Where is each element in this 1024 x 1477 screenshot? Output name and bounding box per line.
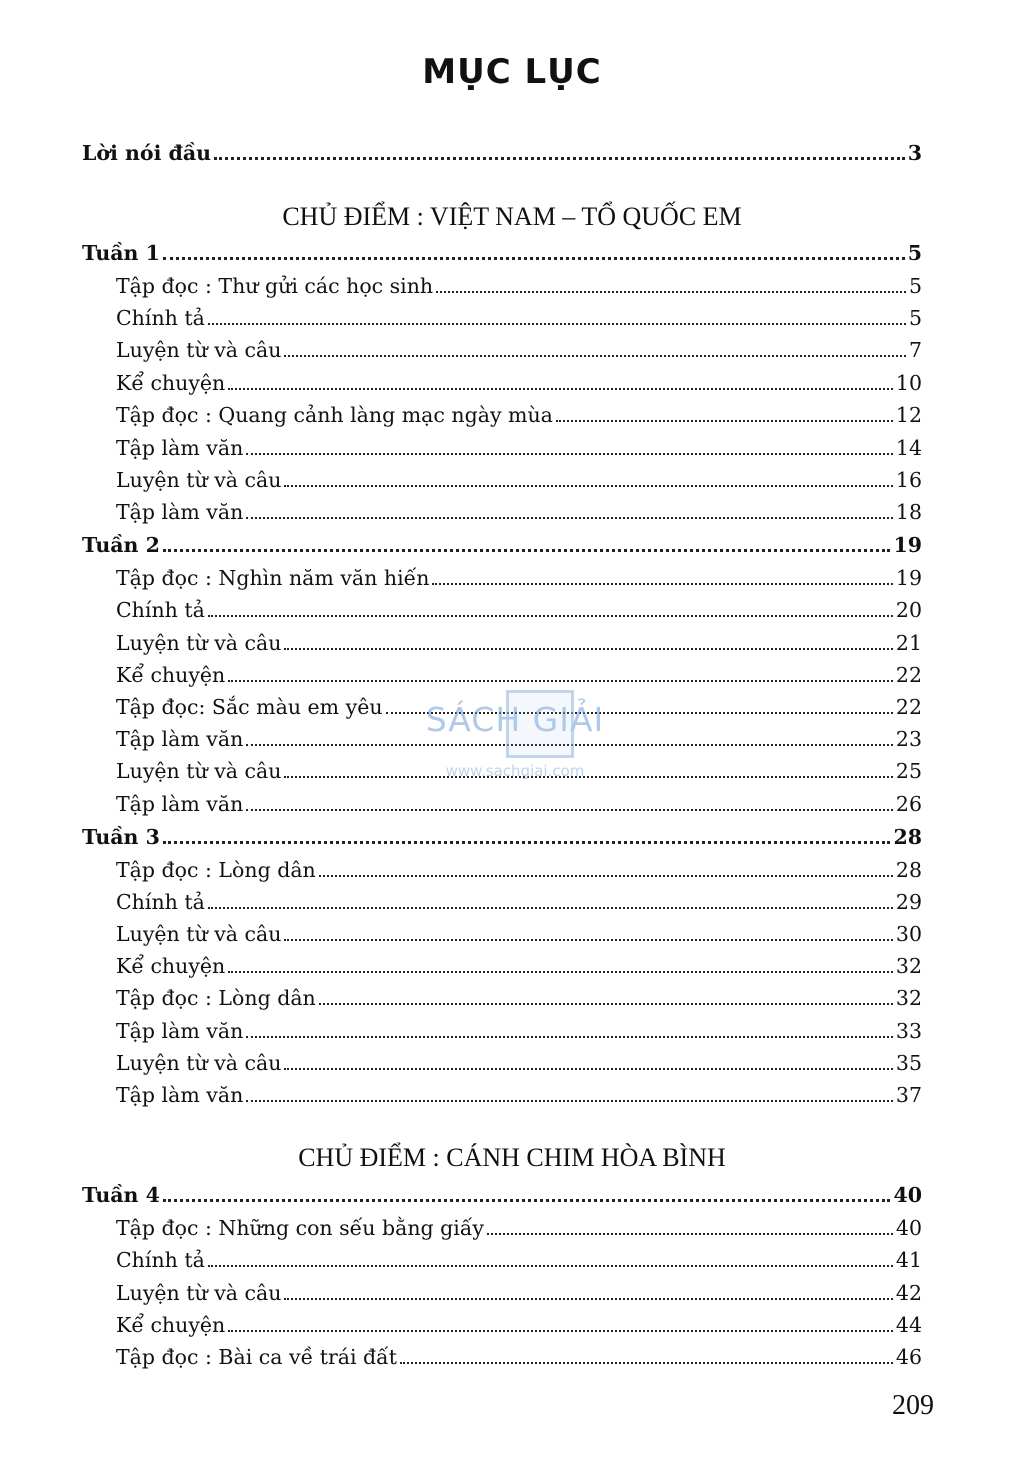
toc-page: 37 [895, 1083, 922, 1107]
toc-label: Luyện từ và câu [116, 468, 282, 492]
toc-page: 5 [907, 241, 922, 265]
dot-leader [319, 875, 893, 877]
toc-item[interactable] [116, 628, 922, 658]
page-number: 209 [892, 1390, 934, 1421]
toc-page: 3 [907, 141, 922, 165]
dot-leader [214, 157, 905, 160]
dot-leader [163, 549, 891, 552]
toc-page: 46 [895, 1345, 922, 1369]
toc-page: 25 [895, 759, 922, 783]
toc-page: 16 [895, 468, 922, 492]
toc-item[interactable] [116, 271, 922, 301]
watermark-logo [410, 690, 620, 790]
toc-page: 28 [895, 858, 922, 882]
toc-item[interactable] [116, 497, 922, 527]
toc-label: Tập đọc : Lòng dân [116, 858, 316, 882]
toc-page: 41 [895, 1248, 922, 1272]
toc-label: Tập làm văn [116, 436, 244, 460]
page-title: MỤC LỤC [422, 52, 602, 92]
dot-leader [284, 648, 892, 650]
dot-leader [246, 453, 893, 455]
dot-leader [163, 1199, 891, 1202]
toc-item[interactable] [116, 595, 922, 625]
dot-leader [228, 1330, 893, 1332]
toc-page: 18 [895, 500, 922, 524]
toc-item[interactable] [116, 1310, 922, 1340]
toc-label: Luyện từ và câu [116, 759, 282, 783]
watermark-url: www.sachgiai.com [445, 762, 585, 780]
toc-page: 32 [895, 954, 922, 978]
toc-page: 19 [893, 533, 922, 557]
toc-item[interactable] [116, 335, 922, 365]
toc-label: Luyện từ và câu [116, 631, 282, 655]
dot-leader [163, 841, 891, 844]
toc-page: 42 [895, 1281, 922, 1305]
dot-leader [208, 1265, 893, 1267]
dot-leader [246, 809, 893, 811]
toc-label: Kể chuyện [116, 663, 226, 687]
dot-leader [208, 907, 893, 909]
toc-label: Tập đọc : Lòng dân [116, 986, 316, 1010]
toc-label: Tập làm văn [116, 500, 244, 524]
dot-leader [284, 485, 892, 487]
toc-item[interactable] [116, 368, 922, 398]
toc-page: 32 [895, 986, 922, 1010]
toc-page: 22 [895, 663, 922, 687]
toc-page: 20 [895, 598, 922, 622]
toc-label: Lời nói đầu [82, 141, 212, 165]
dot-leader [163, 257, 905, 260]
toc-item[interactable] [116, 563, 922, 593]
toc-page: 29 [895, 890, 922, 914]
dot-leader [319, 1003, 893, 1005]
toc-label: Tuần 4 [82, 1183, 160, 1207]
toc-item[interactable] [116, 1278, 922, 1308]
dot-leader [284, 1298, 892, 1300]
dot-leader [436, 291, 906, 293]
toc-page: 44 [895, 1313, 922, 1337]
toc-label: Tập đọc : Bài ca về trái đất [116, 1345, 397, 1369]
dot-leader [432, 583, 892, 585]
toc-item[interactable] [116, 951, 922, 981]
toc-page: 22 [895, 695, 922, 719]
dot-leader [246, 517, 893, 519]
dot-leader [246, 1100, 893, 1102]
toc-item[interactable] [116, 400, 922, 430]
toc-label: Tập làm văn [116, 1083, 244, 1107]
toc-page: 30 [895, 922, 922, 946]
toc-item[interactable] [116, 1245, 922, 1275]
section-heading: CHỦ ĐIỂM : CÁNH CHIM HÒA BÌNH [298, 1143, 726, 1172]
toc-page: 5 [908, 274, 922, 298]
toc-preface[interactable] [82, 138, 922, 168]
dot-leader [228, 388, 893, 390]
toc-item[interactable] [116, 855, 922, 885]
toc-page: 14 [895, 436, 922, 460]
toc-item[interactable] [116, 465, 922, 495]
dot-leader [228, 971, 893, 973]
toc-label: Chính tả [116, 890, 205, 914]
toc-page: 23 [895, 727, 922, 751]
toc-item[interactable] [116, 303, 922, 333]
toc-label: Tuần 3 [82, 825, 160, 849]
toc-label: Kể chuyện [116, 1313, 226, 1337]
toc-item[interactable] [116, 887, 922, 917]
dot-leader [208, 615, 893, 617]
toc-label: Luyện từ và câu [116, 1051, 282, 1075]
toc-item[interactable] [116, 1342, 922, 1372]
toc-label: Tuần 1 [82, 241, 160, 265]
toc-item[interactable] [116, 660, 922, 690]
dot-leader [284, 1068, 892, 1070]
toc-label: Tập đọc: Sắc màu em yêu [116, 695, 383, 719]
dot-leader [284, 355, 906, 357]
section-heading: CHỦ ĐIỂM : VIỆT NAM – TỔ QUỐC EM [282, 202, 742, 231]
toc-label: Tập đọc : Thư gửi các học sinh [116, 274, 434, 298]
dot-leader [284, 939, 892, 941]
dot-leader [400, 1362, 893, 1364]
toc-label: Tuần 2 [82, 533, 160, 557]
toc-week[interactable] [82, 822, 922, 852]
toc-label: Tập làm văn [116, 1019, 244, 1043]
toc-page: 40 [895, 1216, 922, 1240]
toc-item[interactable] [116, 1016, 922, 1046]
toc-week[interactable] [82, 1180, 922, 1210]
toc-label: Chính tả [116, 306, 205, 330]
toc-item[interactable] [116, 983, 922, 1013]
toc-item[interactable] [116, 919, 922, 949]
toc-page: 33 [895, 1019, 922, 1043]
toc-item[interactable] [116, 1048, 922, 1078]
toc-page: 28 [893, 825, 922, 849]
watermark-brand: SÁCH GIẢI [425, 700, 605, 739]
toc-week[interactable] [82, 238, 922, 268]
toc-label: Luyện từ và câu [116, 1281, 282, 1305]
dot-leader [556, 420, 893, 422]
dot-leader [208, 323, 906, 325]
dot-leader [246, 1036, 893, 1038]
toc-item[interactable] [116, 433, 922, 463]
toc-label: Luyện từ và câu [116, 922, 282, 946]
toc-item[interactable] [116, 1213, 922, 1243]
toc-label: Tập làm văn [116, 792, 244, 816]
dot-leader [228, 680, 893, 682]
toc-label: Tập đọc : Quang cảnh làng mạc ngày mùa [116, 403, 553, 427]
toc-page: 40 [893, 1183, 922, 1207]
toc-page: 12 [895, 403, 922, 427]
toc-label: Kể chuyện [116, 954, 226, 978]
toc-label: Tập đọc : Những con sếu bằng giấy [116, 1216, 485, 1240]
toc-label: Chính tả [116, 598, 205, 622]
toc-label: Tập đọc : Nghìn năm văn hiến [116, 566, 430, 590]
toc-page: 5 [908, 306, 922, 330]
dot-leader [487, 1233, 893, 1235]
toc-item[interactable] [116, 1080, 922, 1110]
toc-page: 19 [895, 566, 922, 590]
toc-page: 21 [895, 631, 922, 655]
toc-label: Chính tả [116, 1248, 205, 1272]
toc-label: Kể chuyện [116, 371, 226, 395]
toc-week[interactable] [82, 530, 922, 560]
toc-label: Luyện từ và câu [116, 338, 282, 362]
toc-page: 10 [895, 371, 922, 395]
toc-page: 7 [908, 338, 922, 362]
toc-label: Tập làm văn [116, 727, 244, 751]
toc-item[interactable] [116, 789, 922, 819]
toc-page: 35 [895, 1051, 922, 1075]
toc-page: 26 [895, 792, 922, 816]
